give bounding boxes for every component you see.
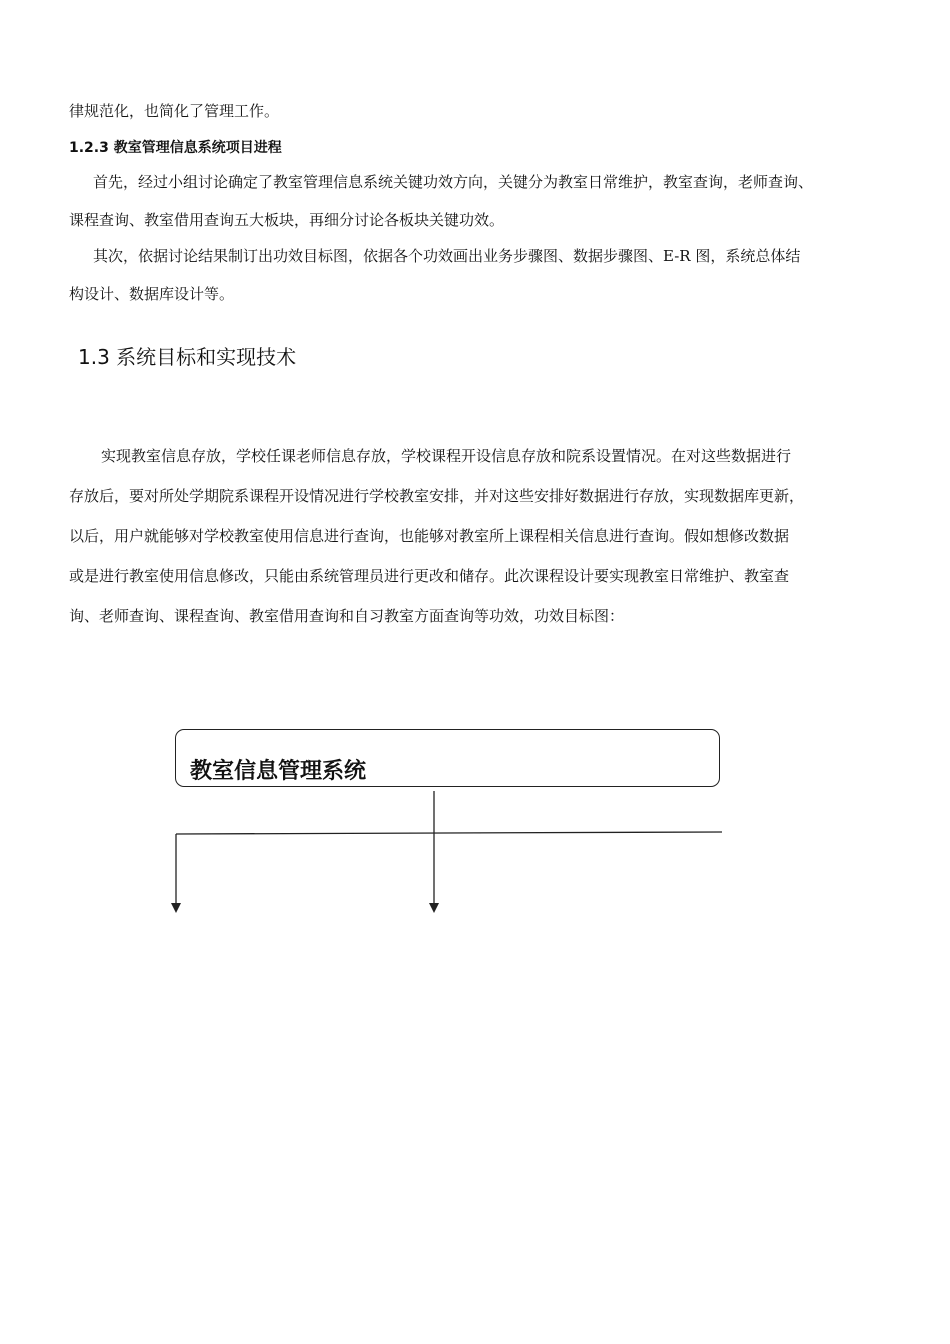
diagram-root-label: 教室信息管理系统 — [190, 759, 367, 784]
paragraph-line: 或是进行教室使用信息修改，只能由系统管理员进行更改和储存。此次课程设计要实现教室日常维护、教室查 — [69, 567, 790, 585]
branch-horizontal-line — [176, 832, 722, 834]
paragraph-line: 课程查询、教室借用查询五大板块，再细分讨论各板块关键功效。 — [69, 211, 505, 229]
paragraph-line: 询、老师查询、课程查询、教室借用查询和自习教室方面查询等功效，功效目标图： — [69, 607, 625, 625]
text-line: 律规范化，也简化了管理工作。 — [69, 102, 280, 120]
left-arrowhead-icon — [171, 903, 181, 913]
paragraph-line: 其次，依据讨论结果制订出功效目标图，依据各个功效画出业务步骤图、数据步骤图、E-R 图，系统总体结 — [93, 247, 801, 265]
section-heading: 1.3 系统目标和实现技术 — [78, 345, 297, 369]
center-arrowhead-icon — [429, 903, 439, 913]
paragraph-line: 以后，用户就能够对学校教室使用信息进行查询，也能够对教室所上课程相关信息进行查询。假如想修改数据 — [69, 527, 790, 545]
paragraph-line: 实现教室信息存放，学校任课老师信息存放，学校课程开设信息存放和院系设置情况。在对这些数据进行 — [101, 447, 792, 465]
paragraph-line: 存放后，要对所处学期院系课程开设情况进行学校教室安排，并对这些安排好数据进行存放，实现数据库更新， — [69, 487, 805, 505]
subsection-heading: 1.2.3 教室管理信息系统项目进程 — [69, 140, 282, 156]
paragraph-line: 构设计、数据库设计等。 — [69, 285, 235, 303]
paragraph-line: 首先，经过小组讨论确定了教室管理信息系统关键功效方向，关键分为教室日常维护，教室查询，老师查询、 — [93, 173, 814, 191]
